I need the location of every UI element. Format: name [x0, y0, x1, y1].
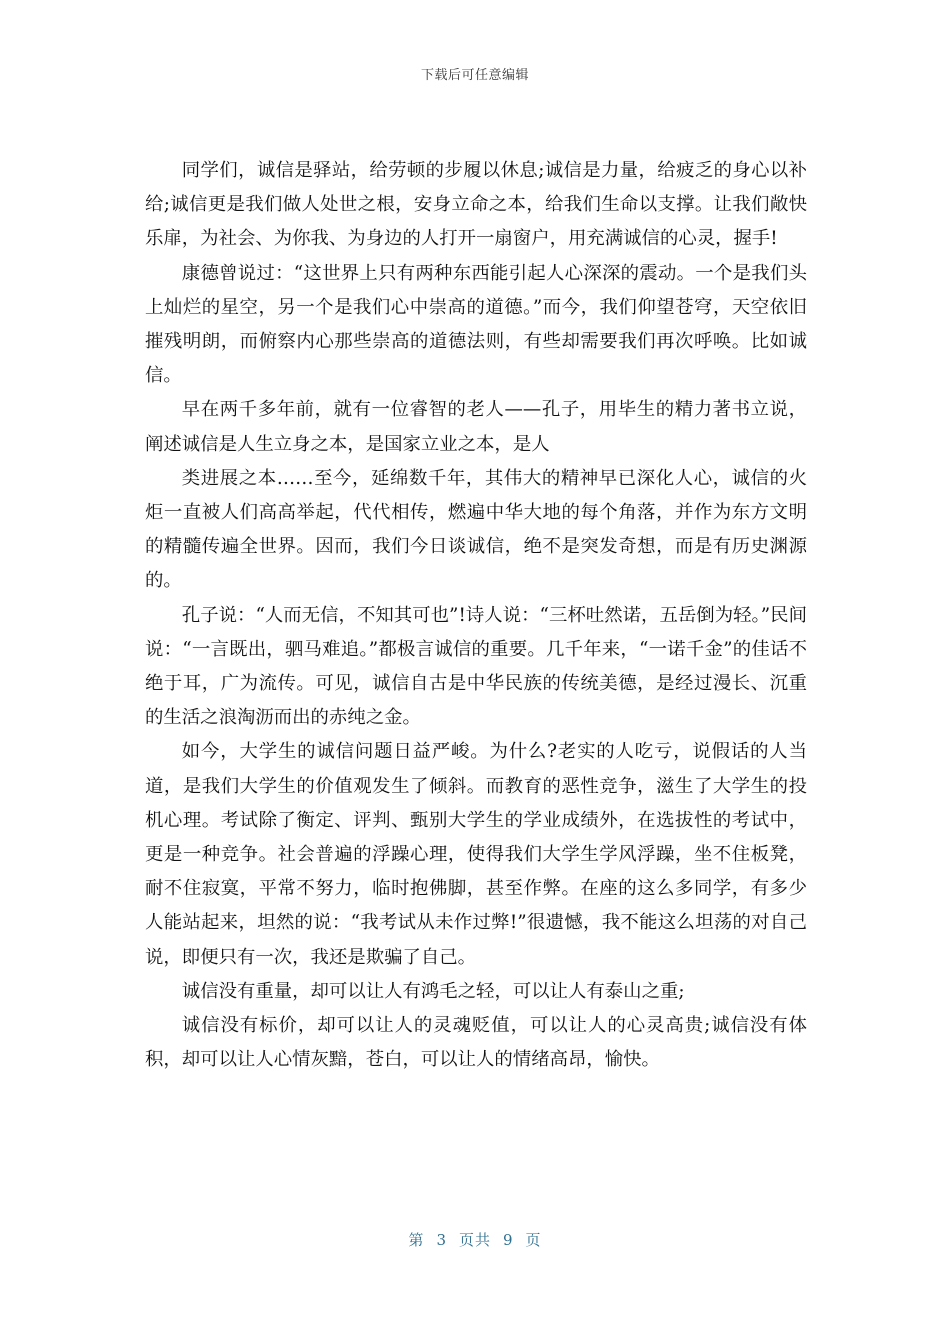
footer-suffix: 页	[525, 1231, 542, 1249]
header-text: 下载后可任意编辑	[420, 68, 529, 83]
footer-prefix: 第	[408, 1231, 425, 1249]
paragraph: 孔子说：“人而无信，不知其可也”!诗人说：“三杯吐然诺，五岳倒为轻。”民间说：“一言既出，驷马难追。”都极言诚信的重要。几千年来，“一诺千金”的佳话不绝于耳，广为流传。可见，诚信自古是中华民族的传统美德，是经过漫长、沉重的生活之浪淘沥而出的赤纯之金。	[145, 604, 807, 729]
footer-middle: 页共	[458, 1231, 491, 1249]
paragraph: 诚信没有标价，却可以让人的灵魂贬值，可以让人的心灵高贵;诚信没有体积，却可以让人心情灰黯，苍白，可以让人的情绪高昂，愉快。	[145, 1015, 807, 1071]
total-page-count: 9	[503, 1231, 514, 1249]
paragraph: 康德曾说过：“这世界上只有两种东西能引起人心深深的震动。一个是我们头上灿烂的星空，另一个是我们心中崇高的道德。”而今，我们仰望苍穹，天空依旧摧残明朗，而俯察内心那些崇高的道德法则，有些却需要我们再次呼唤。比如诚信。	[145, 262, 807, 387]
page-header	[0, 64, 950, 83]
paragraph: 早在两千多年前，就有一位睿智的老人——孔子，用毕生的精力著书立说，阐述诚信是人生立身之本，是国家立业之本，是人	[145, 399, 807, 455]
current-page-number: 3	[436, 1231, 447, 1249]
paragraph: 同学们，诚信是驿站，给劳顿的步履以休息;诚信是力量，给疲乏的身心以补给;诚信更是我们做人处世之根，安身立命之本，给我们生命以支撑。让我们敞快乐扉，为社会、为你我、为身边的人打开一扇窗户，用充满诚信的心灵，握手!	[145, 160, 807, 250]
paragraph: 如今，大学生的诚信问题日益严峻。为什么?老实的人吃亏，说假话的人当道，是我们大学生的价值观发生了倾斜。而教育的恶性竞争，滋生了大学生的投机心理。考试除了衡定、评判、甄别大学生的学业成绩外，在选拔性的考试中，更是一种竞争。社会普遍的浮躁心理，使得我们大学生学风浮躁，坐不住板凳，耐不住寂寞，平常不努力，临时抱佛脚，甚至作弊。在座的这么多同学，有多少人能站起来，坦然的说：“我考试从未作过弊!”很遗憾，我不能这么坦荡的对自己说，即便只有一次，我还是欺骗了自己。	[145, 741, 807, 968]
paragraph: 类进展之本……至今，延绵数千年，其伟大的精神早已深化人心，诚信的火炬一直被人们高高举起，代代相传，燃遍中华大地的每个角落，并作为东方文明的精髓传遍全世界。因而，我们今日谈诚信，绝不是突发奇想，而是有历史渊源的。	[145, 467, 807, 592]
page-footer	[0, 1229, 950, 1250]
document-body	[145, 154, 807, 1077]
paragraph: 诚信没有重量，却可以让人有鸿毛之轻，可以让人有泰山之重;	[181, 980, 685, 1002]
